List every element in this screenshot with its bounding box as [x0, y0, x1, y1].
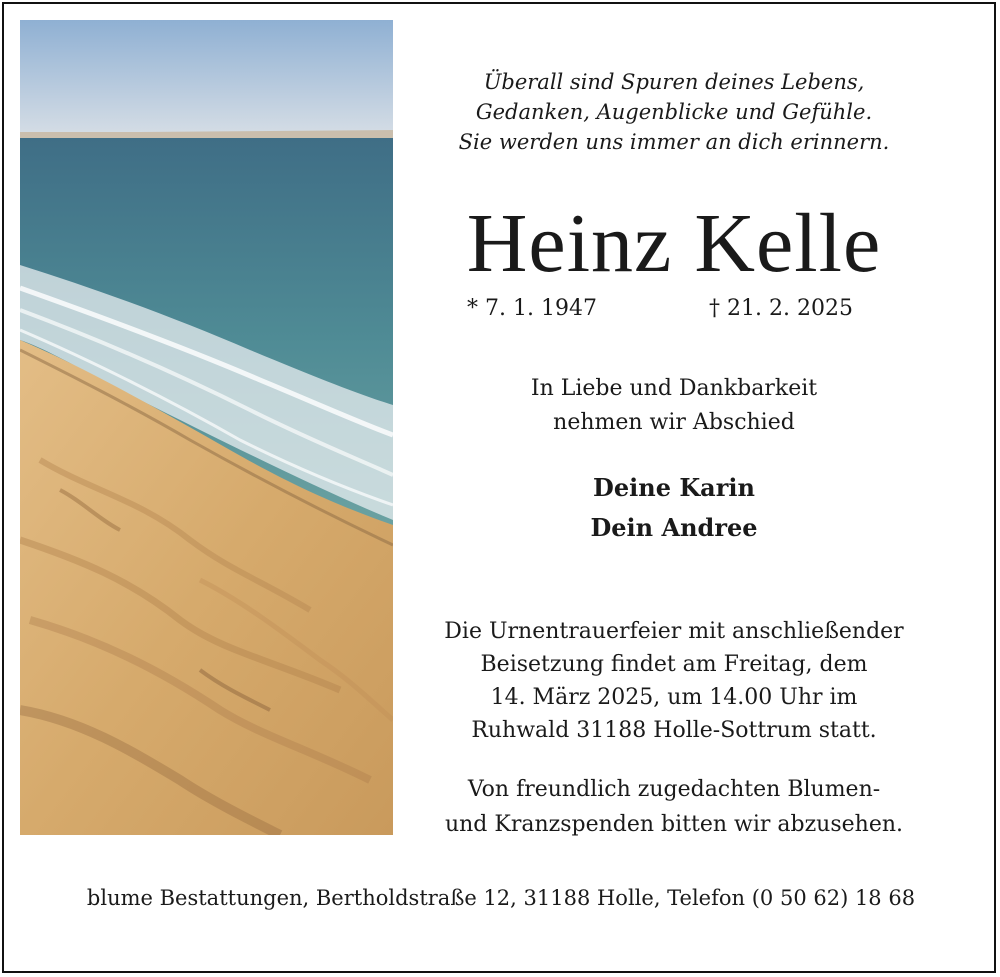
obituary-notice: [2, 2, 996, 973]
family-signatures: [409, 468, 939, 548]
deceased-name: Heinz Kelle: [466, 197, 882, 290]
ceremony-line: Die Urnentrauerfeier mit anschließender: [444, 619, 904, 644]
family-member: Dein Andree: [590, 513, 758, 542]
quote-line: Gedanken, Augenblicke und Gefühle.: [475, 100, 873, 124]
death-date: † 21. 2. 2025: [709, 296, 853, 321]
ceremony-line: 14. März 2025, um 14.00 Uhr im: [490, 685, 858, 710]
quote-line: Sie werden uns immer an dich erinnern.: [458, 130, 890, 154]
flower-request: [409, 772, 939, 842]
family-member: Deine Karin: [593, 473, 755, 502]
farewell-line: In Liebe und Dankbarkeit: [530, 376, 818, 401]
farewell-text: [409, 372, 939, 440]
flower-request-line: und Kranzspenden bitten wir abzusehen.: [444, 812, 904, 837]
ceremony-line: Ruhwald 31188 Holle-Sottrum statt.: [471, 718, 877, 743]
flower-request-line: Von freundlich zugedachten Blumen-: [467, 777, 881, 802]
coast-landscape-image: [20, 20, 393, 835]
quote-line: Überall sind Spuren deines Lebens,: [483, 70, 865, 94]
beach-dunes-photo: [20, 20, 393, 835]
ceremony-info: [409, 615, 939, 747]
farewell-line: nehmen wir Abschied: [553, 410, 795, 435]
memorial-quote: [409, 67, 939, 157]
funeral-home-footer: blume Bestattungen, Bertholdstraße 12, 31188 Holle, Telefon (0 50 62) 18 68: [86, 886, 916, 910]
ceremony-line: Beisetzung findet am Freitag, dem: [480, 652, 868, 677]
birth-date: * 7. 1. 1947: [467, 296, 597, 321]
